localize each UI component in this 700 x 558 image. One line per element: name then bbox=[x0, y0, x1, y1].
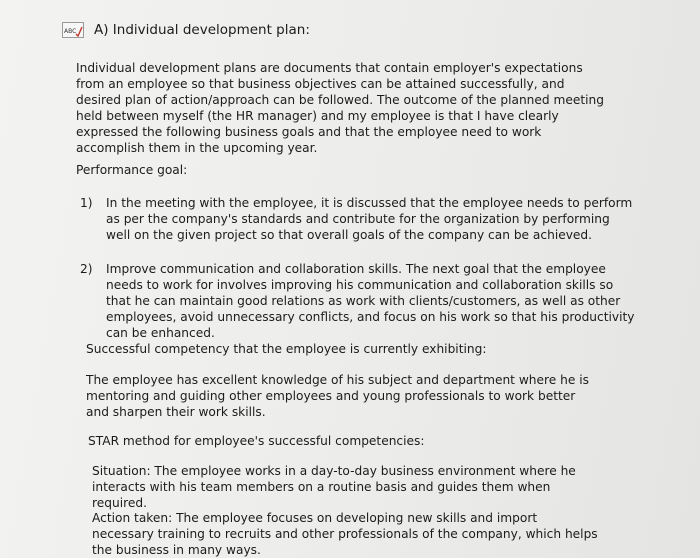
svg-text:ABC: ABC bbox=[64, 28, 77, 35]
performance-goal-label: Performance goal: bbox=[76, 163, 188, 177]
list-item-number: 2) bbox=[80, 262, 93, 276]
competency-label: Successful competency that the employee is currently exhibiting: bbox=[86, 342, 487, 356]
section-heading: A) Individual development plan: bbox=[94, 22, 310, 38]
situation-paragraph: Situation: The employee works in a day-to-day business environment where he interacts with his team members on a routine basis and guides them when required. bbox=[92, 464, 576, 510]
list-item-number: 1) bbox=[80, 196, 93, 210]
intro-paragraph: Individual development plans are documents that contain employer's expectations from an employee so that business objectives can be attained successfully, and desired plan of action/approach can be followed. The outcome of the planned meeting held between myself (the HR manager) and my employee is that I have clearly expressed the following business goals and that the employee need to work accomplish them in the upcoming year. bbox=[76, 61, 605, 155]
list-item bbox=[80, 261, 636, 341]
list-item bbox=[80, 195, 636, 243]
spellcheck-abc-icon[interactable] bbox=[62, 22, 84, 38]
action-taken-paragraph: Action taken: The employee focuses on developing new skills and import necessary training to recruits and other professionals of the company, which helps the business in many ways. bbox=[92, 511, 598, 557]
list-item-text: In the meeting with the employee, it is discussed that the employee needs to perform as per the company's standards and contribute for the organization by performing well on the given project so that overall goals of the company can be achieved. bbox=[106, 196, 633, 242]
star-method-label: STAR method for employee's successful competencies: bbox=[88, 434, 425, 448]
list-item-text: Improve communication and collaboration skills. The next goal that the employee needs to work for involves improving his communication and collaboration skills so that he can maintain good relations as work with clients/customers, as well as other employees, avoid unnecessary conflicts, and focus on his work so that his productivity can be enhanced. bbox=[106, 262, 635, 340]
competency-paragraph: The employee has excellent knowledge of his subject and department where he is mentoring and guiding other employees and young professionals to work better and sharpen their work skills. bbox=[86, 373, 589, 419]
heading-row bbox=[62, 22, 310, 38]
